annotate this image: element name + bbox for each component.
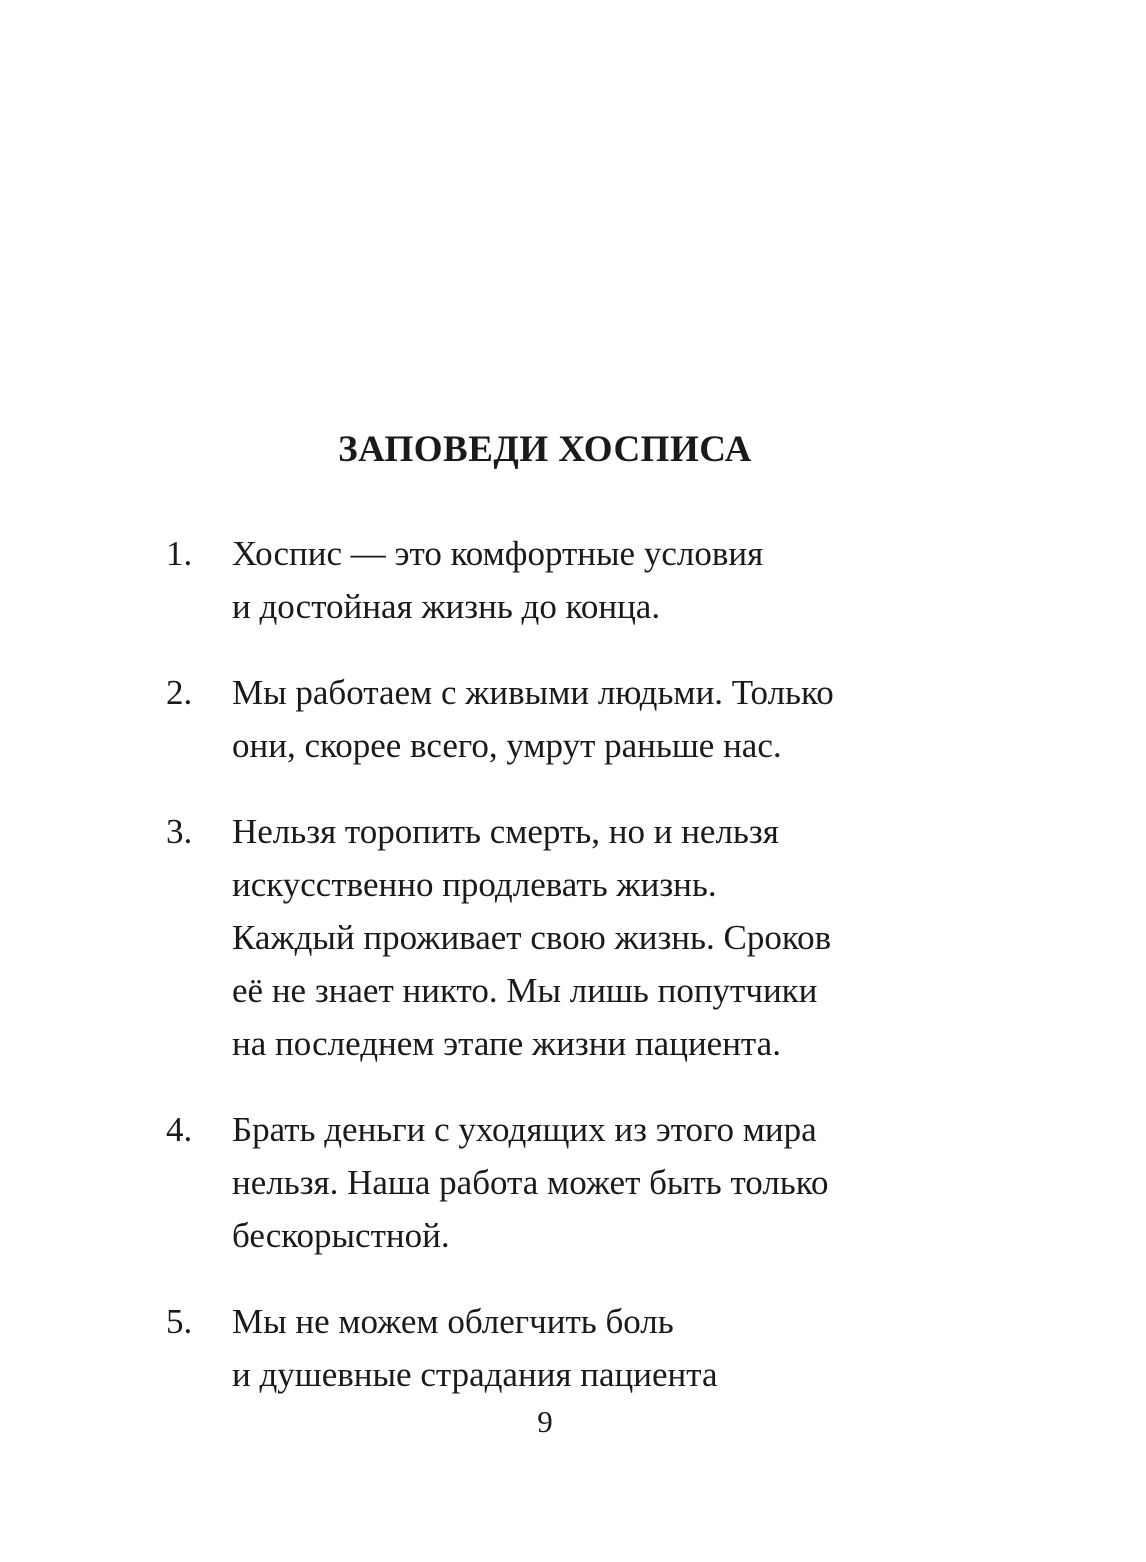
list-item: [166, 805, 966, 1070]
item-number: 4.: [166, 1110, 193, 1149]
page-number: 9: [537, 1404, 553, 1439]
item-number: 5.: [166, 1302, 193, 1341]
item-text-line: на последнем этапе жизни пациента.: [232, 1024, 781, 1063]
item-text-line: и душевные страдания пациента: [232, 1355, 718, 1394]
item-text-line: и достойная жизнь до конца.: [232, 587, 661, 626]
item-text-line: нельзя. Наша работа может быть только: [232, 1163, 829, 1202]
list-item: [166, 527, 966, 633]
item-text-line: Хоспис — это комфортные условия: [232, 534, 764, 573]
item-number: 1.: [166, 534, 193, 573]
item-text-line: Мы работаем с живыми людьми. Только: [232, 673, 834, 712]
list-item: [166, 1103, 966, 1262]
item-text-line: Брать деньги с уходящих из этого мира: [232, 1110, 817, 1149]
item-text-line: бескорыстной.: [232, 1216, 450, 1255]
commandments-list: [166, 527, 966, 1434]
item-number: 2.: [166, 673, 193, 712]
item-text-line: Нельзя торопить смерть, но и нельзя: [232, 812, 779, 851]
item-text-line: искусственно продлевать жизнь.: [232, 865, 717, 904]
item-text-line: Мы не можем облегчить боль: [232, 1302, 674, 1341]
item-text-line: её не знает никто. Мы лишь попутчики: [232, 971, 818, 1010]
page-title: ЗАПОВЕДИ ХОСПИСА: [338, 429, 752, 470]
list-item: [166, 1295, 966, 1401]
item-text-line: они, скорее всего, умрут раньше нас.: [232, 726, 782, 765]
list-item: [166, 666, 966, 772]
item-text-line: Каждый проживает свою жизнь. Сроков: [232, 918, 832, 957]
item-number: 3.: [166, 812, 193, 851]
